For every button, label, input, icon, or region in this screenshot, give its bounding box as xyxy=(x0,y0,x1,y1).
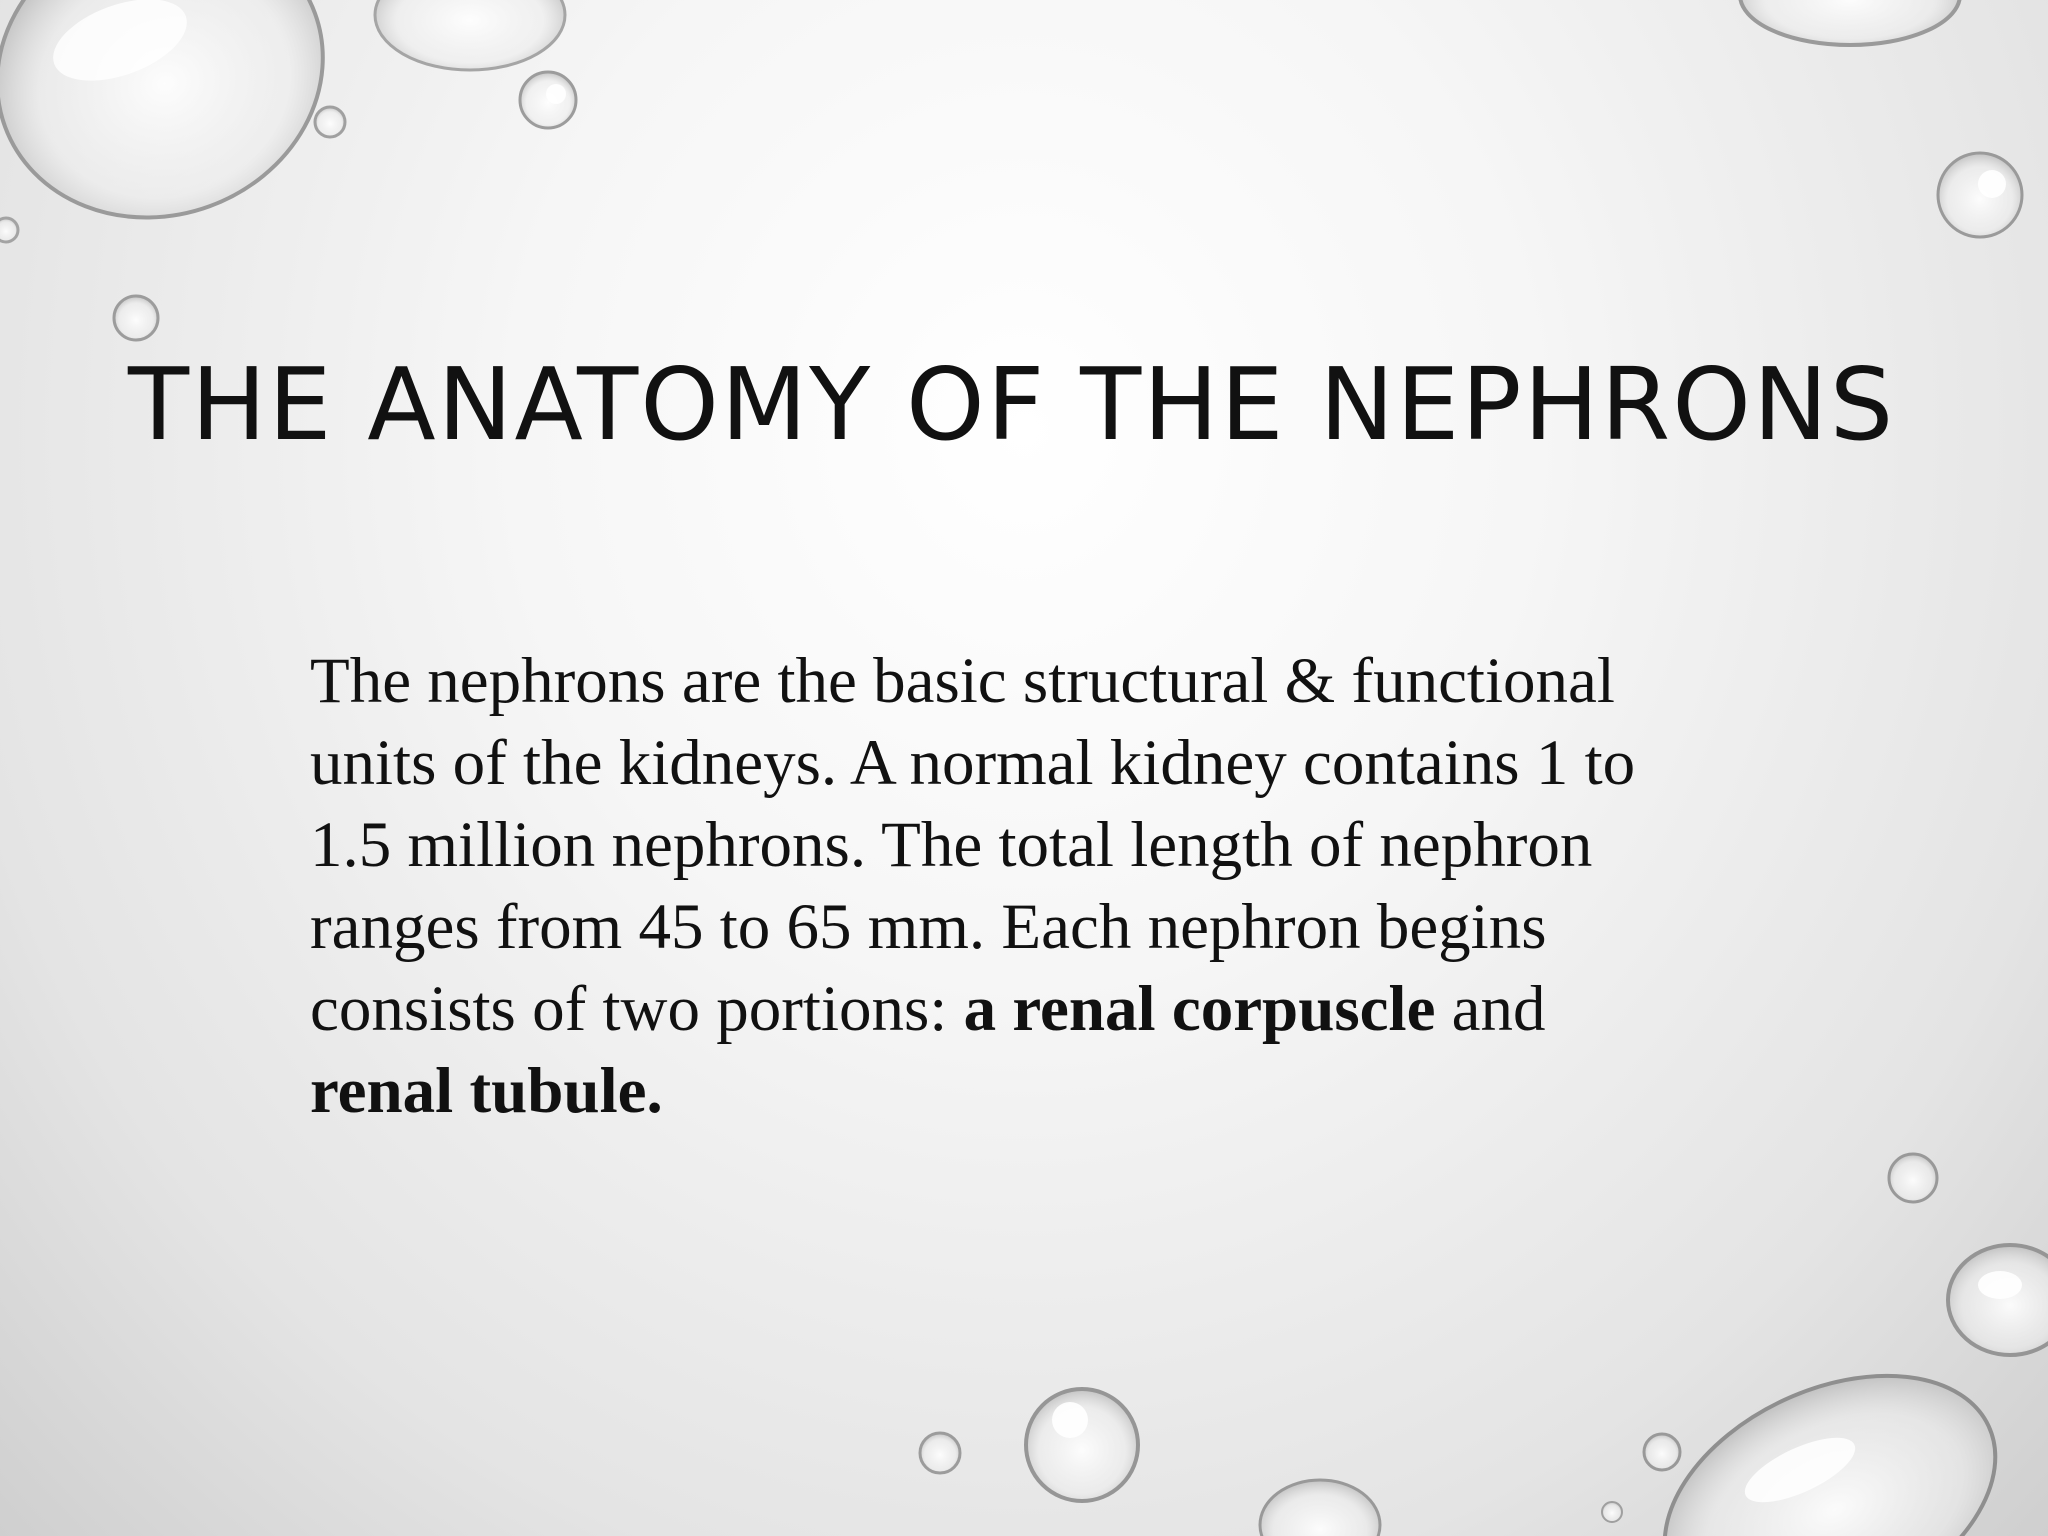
droplet-top-center xyxy=(375,0,565,70)
droplet-near-title xyxy=(114,296,158,340)
body-text-intro: The nephrons are the basic structural & functional units of the kidneys. A normal kidney contains 1 to 1.5 million nephrons. The total length of nephron ranges from 45 to 65 mm. Each nephron begins consists of two portions: xyxy=(310,645,1636,1045)
body-text-connector: and xyxy=(1435,973,1546,1045)
droplet-bottom-center xyxy=(1026,1389,1138,1501)
term-renal-tubule: renal tubule. xyxy=(310,1055,663,1127)
term-renal-corpuscle: a renal corpuscle xyxy=(963,973,1436,1045)
droplet-bottom-partial xyxy=(1260,1480,1380,1536)
droplet-top-right xyxy=(1740,0,1960,45)
droplet-right-lower xyxy=(1948,1245,2048,1355)
droplet-small-top xyxy=(520,72,576,128)
droplet-right-upper xyxy=(1938,153,2022,237)
slide-title: THE ANATOMY OF THE NEPHRONS xyxy=(128,346,1896,463)
slide-body-paragraph xyxy=(310,640,1670,1132)
droplet-large-top-left xyxy=(0,0,365,263)
droplet-bottom-right-small xyxy=(1602,1434,1680,1522)
droplet-right-middle xyxy=(1889,1154,1937,1202)
droplet-tiny-top xyxy=(315,107,345,137)
droplet-large-bottom-right xyxy=(1625,1326,2035,1536)
droplet-tiny-left-edge xyxy=(0,218,18,242)
droplet-bottom-center-small xyxy=(920,1433,960,1473)
